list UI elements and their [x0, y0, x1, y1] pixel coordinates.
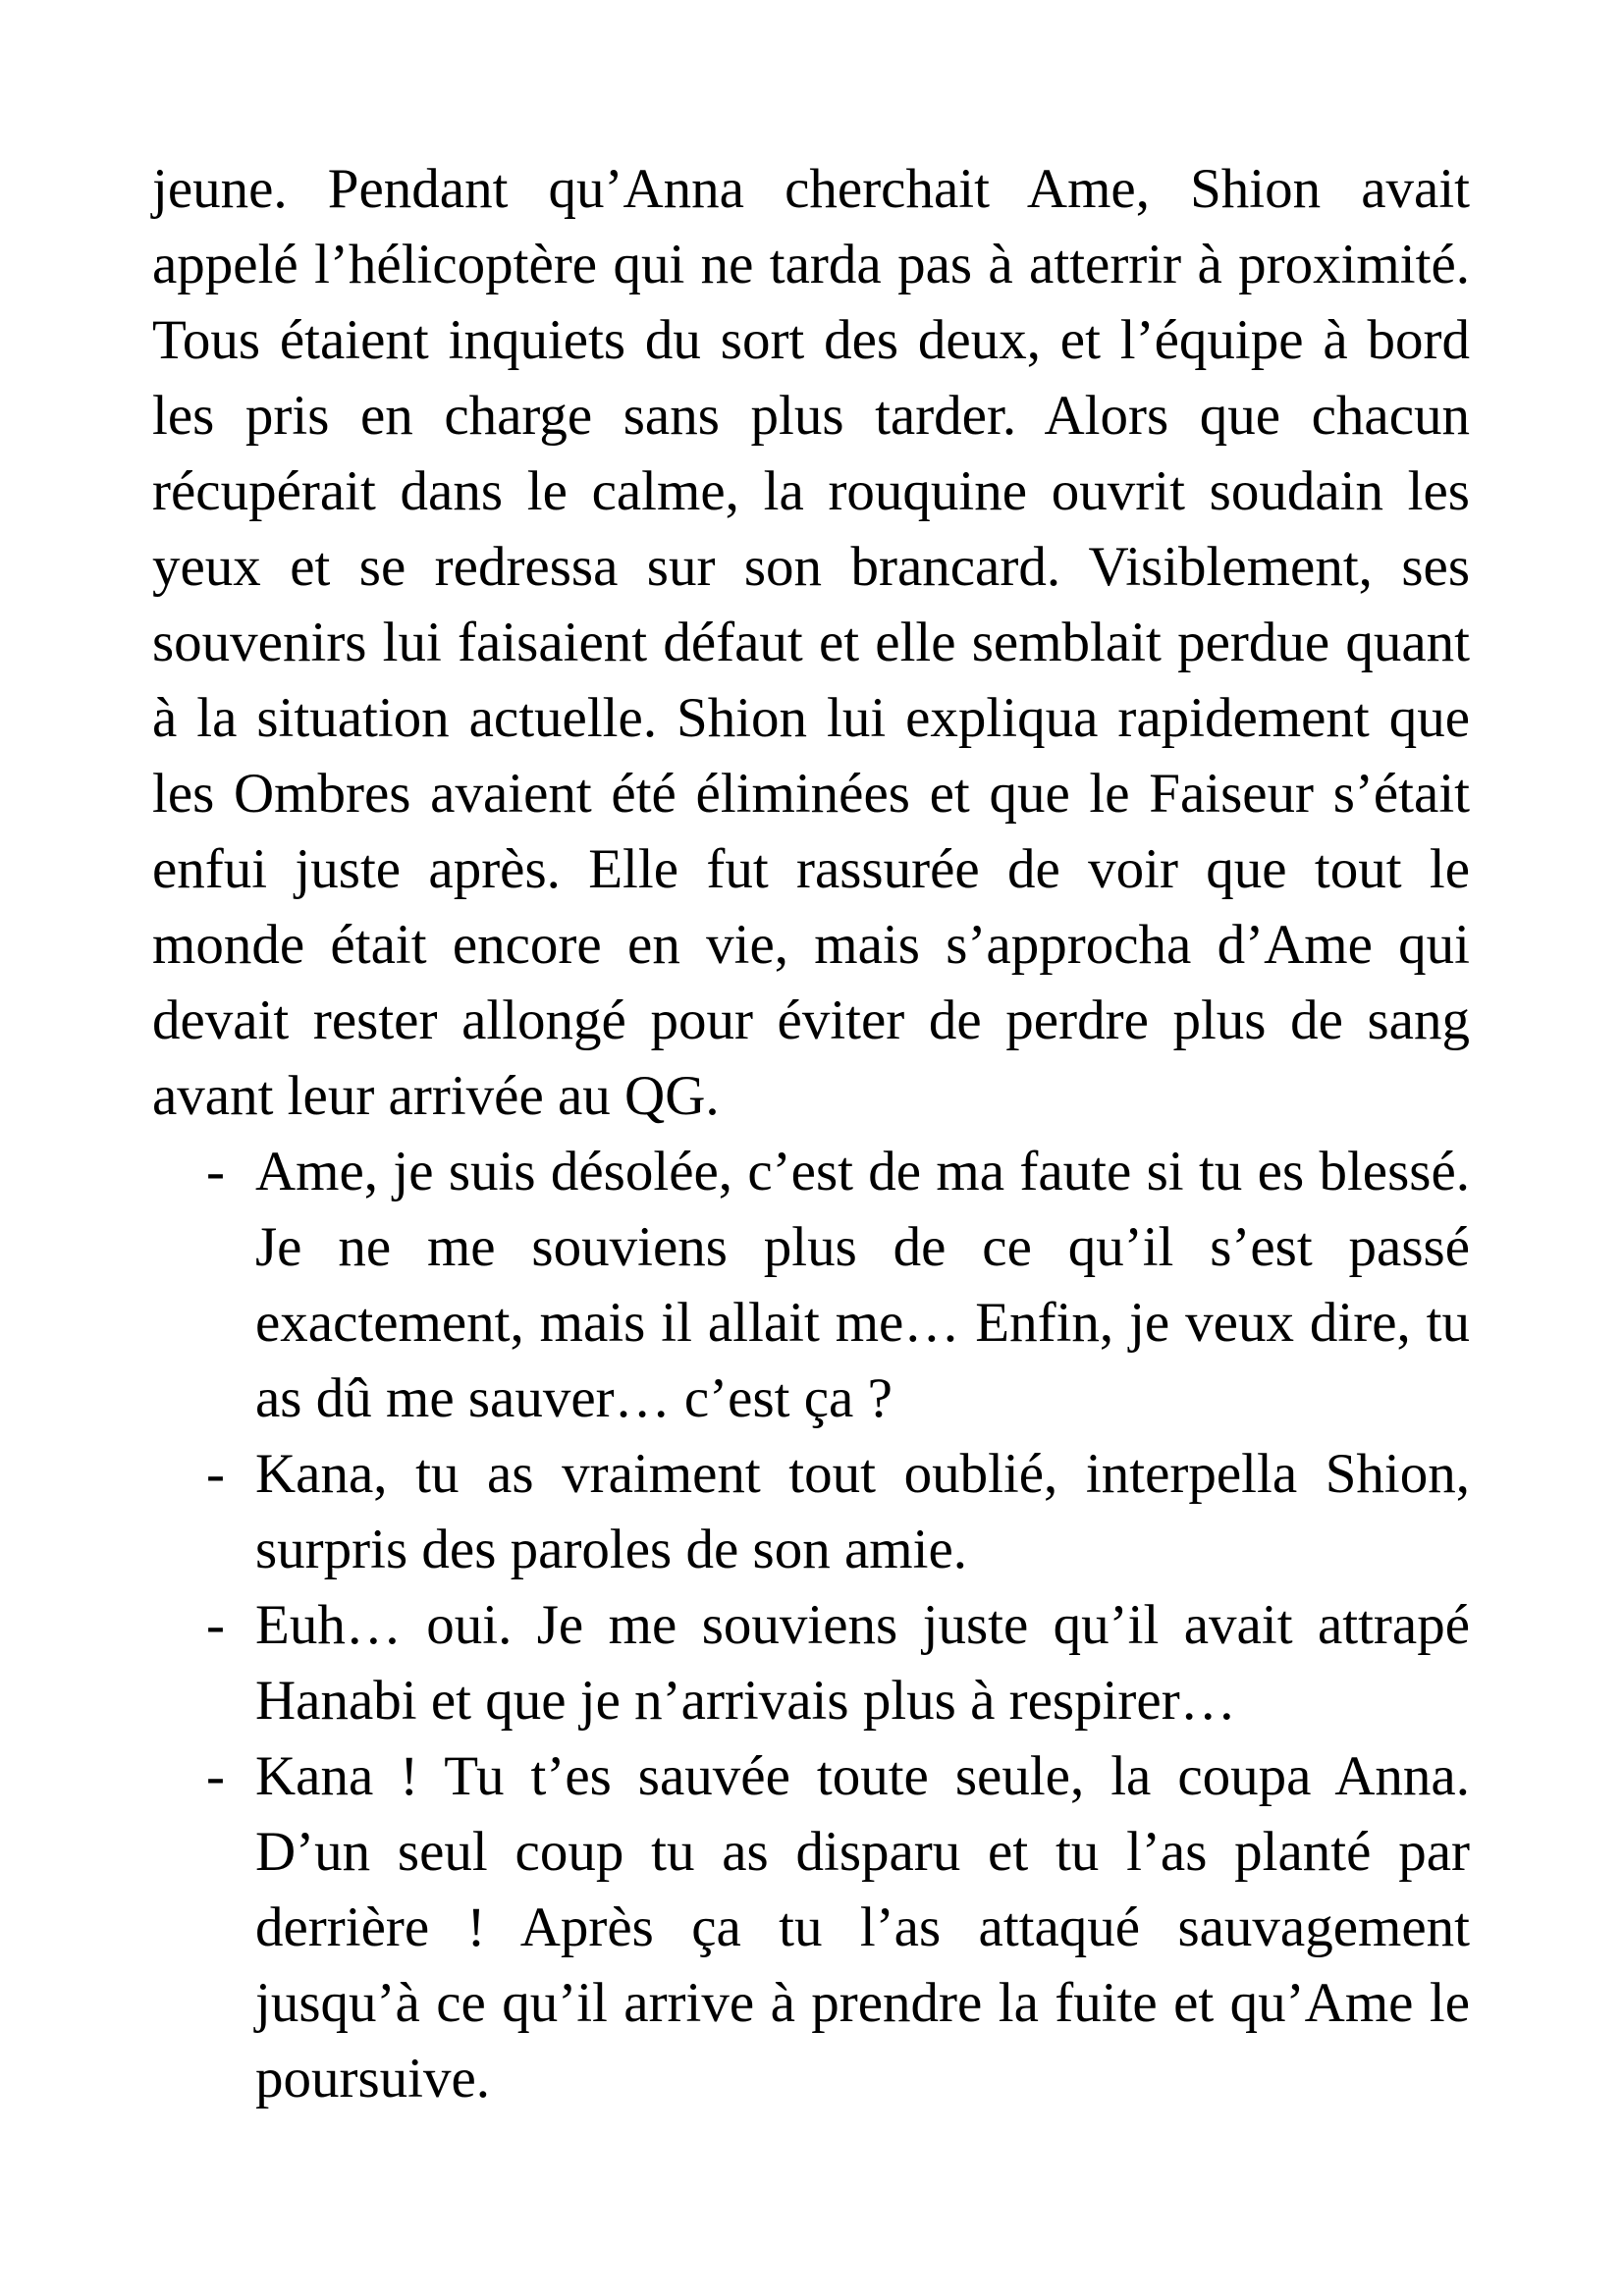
text-line: souvenirs lui faisaient défaut et elle semblait perdue quant: [152, 612, 1470, 673]
text-line: récupérait dans le calme, la rouquine ouvrit soudain les: [152, 460, 1470, 522]
text-line: Euh… oui. Je me souviens juste qu’il avait attrapé: [255, 1594, 1470, 1656]
text-line: Tous étaient inquiets du sort des deux, et l’équipe à bord: [152, 309, 1470, 371]
text-line: as dû me sauver… c’est ça ?: [255, 1367, 893, 1429]
text-line: surpris des paroles de son amie.: [255, 1519, 967, 1580]
text-line: appelé l’hélicoptère qui ne tarda pas à atterrir à proximité.: [152, 234, 1470, 295]
page-text-block: [152, 151, 1470, 2116]
text-line: poursuive.: [255, 2048, 491, 2109]
text-line: à la situation actuelle. Shion lui expliqua rapidement que: [152, 687, 1470, 749]
text-line: les pris en charge sans plus tarder. Alors que chacun: [152, 385, 1470, 447]
text-line: jeune. Pendant qu’Anna cherchait Ame, Shion avait: [152, 158, 1470, 220]
dialogue-dash-marker: -: [206, 1443, 225, 1505]
text-line: devait rester allongé pour éviter de perdre plus de sang: [152, 989, 1470, 1051]
dialogue-item: [152, 1738, 1470, 2116]
body-paragraph: [152, 151, 1470, 1134]
text-line: enfui juste après. Elle fut rassurée de voir que tout le: [152, 838, 1470, 900]
text-line: avant leur arrivée au QG.: [152, 1065, 720, 1127]
dialogue-item: [152, 1134, 1470, 1436]
text-line: Hanabi et que je n’arrivais plus à respirer…: [255, 1670, 1236, 1732]
text-line: Kana, tu as vraiment tout oublié, interpella Shion,: [255, 1443, 1470, 1505]
text-line: Ame, je suis désolée, c’est de ma faute si tu es blessé.: [255, 1141, 1470, 1202]
dialogue-dash-marker: -: [206, 1141, 225, 1202]
text-line: D’un seul coup tu as disparu et tu l’as planté par: [255, 1821, 1470, 1883]
text-line: exactement, mais il allait me… Enfin, je veux dire, tu: [255, 1292, 1470, 1354]
dialogue-dash-marker: -: [206, 1745, 225, 1807]
text-line: yeux et se redressa sur son brancard. Visiblement, ses: [152, 536, 1470, 598]
text-line: monde était encore en vie, mais s’approcha d’Ame qui: [152, 914, 1470, 976]
text-line: les Ombres avaient été éliminées et que le Faiseur s’était: [152, 763, 1470, 825]
dialogue-item: [152, 1436, 1470, 1587]
text-line: Kana ! Tu t’es sauvée toute seule, la coupa Anna.: [255, 1745, 1470, 1807]
text-line: jusqu’à ce qu’il arrive à prendre la fuite et qu’Ame le: [255, 1972, 1470, 2034]
dialogue-item: [152, 1587, 1470, 1738]
text-line: Je ne me souviens plus de ce qu’il s’est passé: [255, 1216, 1470, 1278]
text-line: derrière ! Après ça tu l’as attaqué sauvagement: [255, 1896, 1470, 1958]
dialogue-dash-marker: -: [206, 1594, 225, 1656]
